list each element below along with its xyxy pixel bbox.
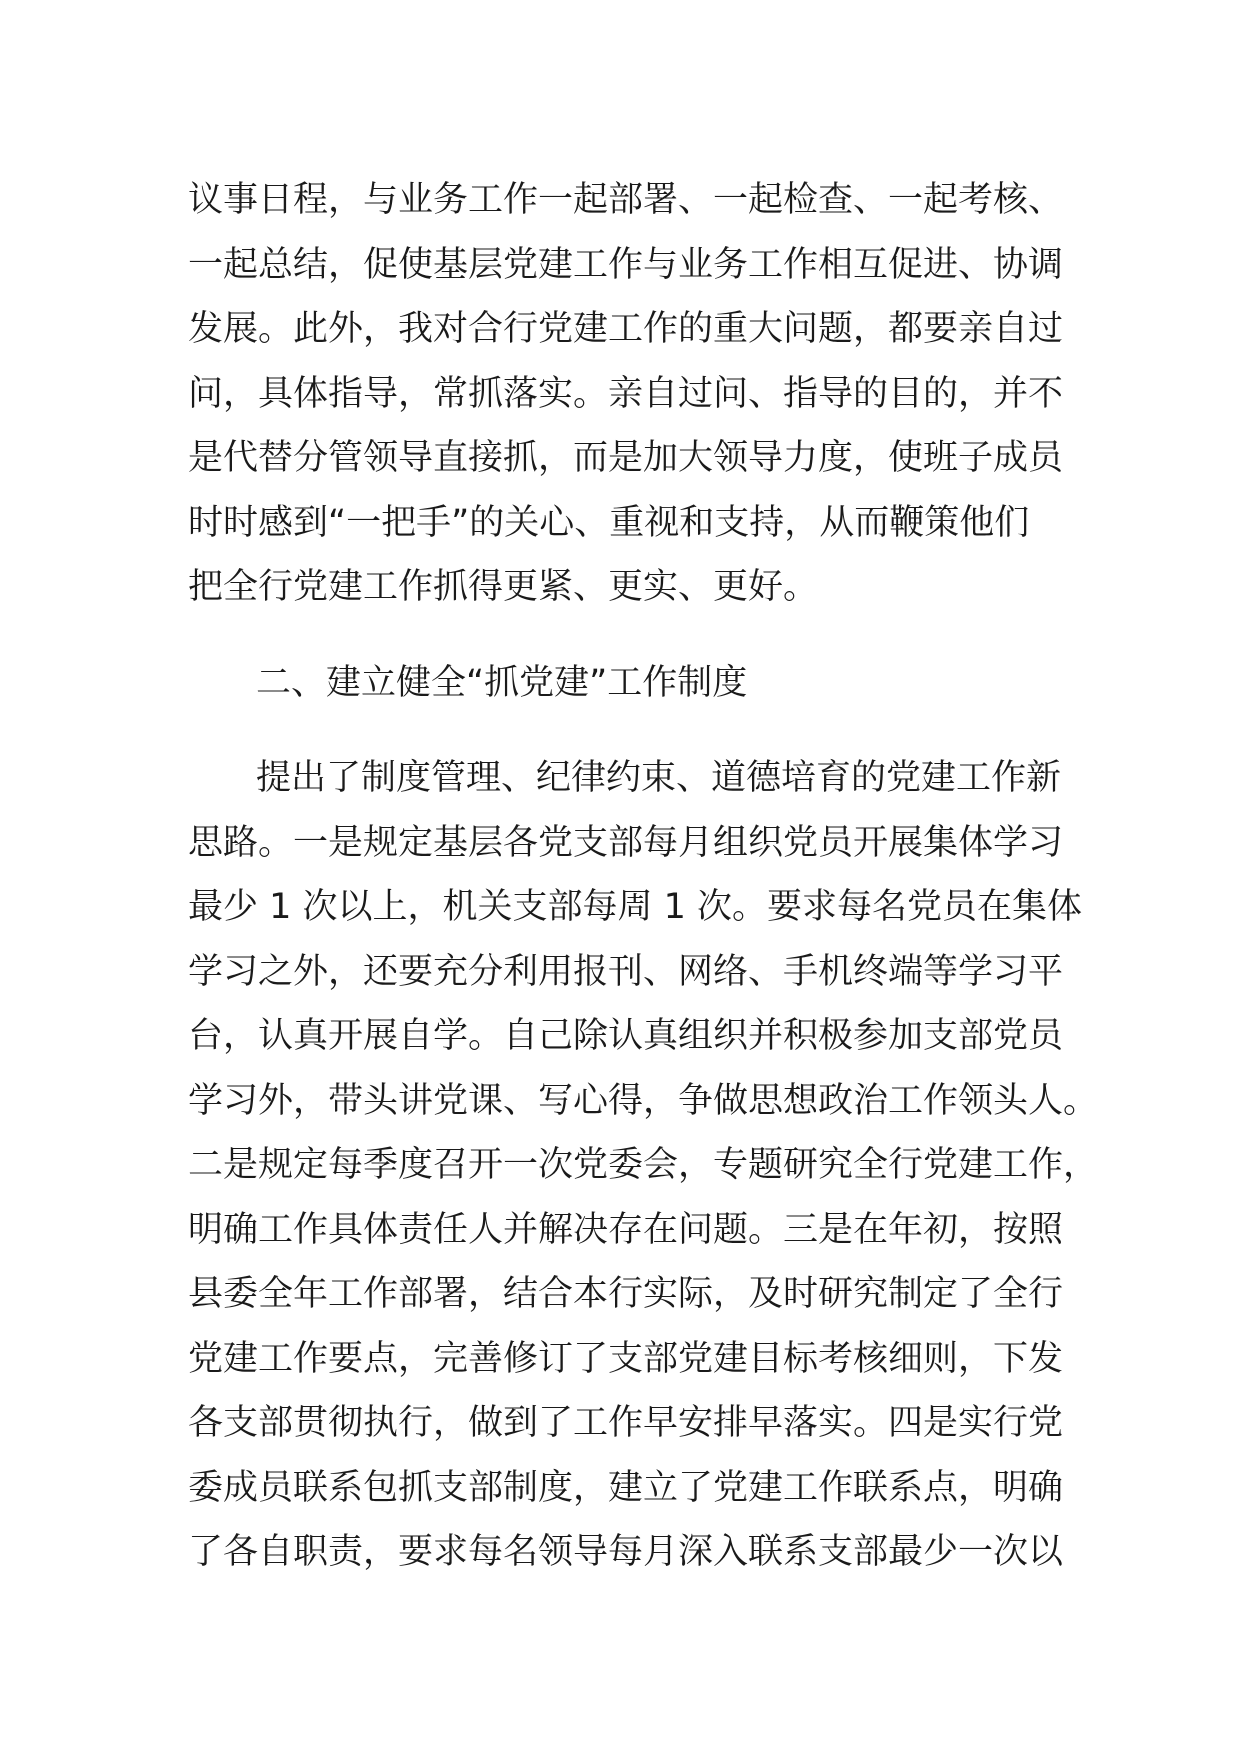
text-line: 时时感到“一把手”的关心、重视和支持，从而鞭策他们 <box>188 502 1030 543</box>
text-line: 台，认真开展自学。自己除认真组织并积极参加支部党员 <box>188 1016 1064 1056</box>
heading-text: 二、建立健全“抓党建”工作制度 <box>256 662 748 703</box>
text-line: 议事日程，与业务工作一起部署、一起检查、一起考核、 <box>188 180 1064 220</box>
section-heading <box>188 651 1058 716</box>
text-line: 委成员联系包抓支部制度，建立了党建工作联系点，明确 <box>188 1467 1064 1508</box>
text-line: 发展。此外，我对合行党建工作的重大问题，都要亲自过 <box>188 309 1064 349</box>
text-line: 是代替分管领导直接抓，而是加大领导力度，使班子成员 <box>188 438 1064 478</box>
paragraph <box>188 746 1099 1585</box>
text-line: 明确工作具体责任人并解决存在问题。三是在年初，按照 <box>188 1209 1064 1250</box>
document-body <box>188 168 1099 1585</box>
text-line: 最少 1 次以上，机关支部每周 1 次。要求每名党员在集体 <box>188 887 1083 927</box>
text-line: 学习之外，还要充分利用报刊、网络、手机终端等学习平 <box>188 951 1064 992</box>
text-line: 各支部贯彻执行，做到了工作早安排早落实。四是实行党 <box>188 1403 1064 1443</box>
text-line: 党建工作要点，完善修订了支部党建目标考核细则，下发 <box>188 1338 1064 1379</box>
text-line: 了各自职责，要求每名领导每月深入联系支部最少一次以 <box>188 1532 1064 1572</box>
text-line: 县委全年工作部署，结合本行实际，及时研究制定了全行 <box>188 1274 1064 1314</box>
text-line: 把全行党建工作抓得更紧、更实、更好。 <box>188 567 819 607</box>
text-line: 学习外，带头讲党课、写心得，争做思想政治工作领头人。 <box>188 1080 1099 1121</box>
text-line: 问，具体指导，常抓落实。亲自过问、指导的目的，并不 <box>188 373 1064 414</box>
text-line: 提出了制度管理、纪律约束、道德培育的党建工作新 <box>256 758 1062 798</box>
text-line: 二是规定每季度召开一次党委会，专题研究全行党建工作， <box>188 1145 1099 1185</box>
text-line: 一起总结，促使基层党建工作与业务工作相互促进、协调 <box>188 244 1064 285</box>
text-line: 思路。一是规定基层各党支部每月组织党员开展集体学习 <box>188 822 1064 863</box>
paragraph-continued <box>188 168 1064 620</box>
